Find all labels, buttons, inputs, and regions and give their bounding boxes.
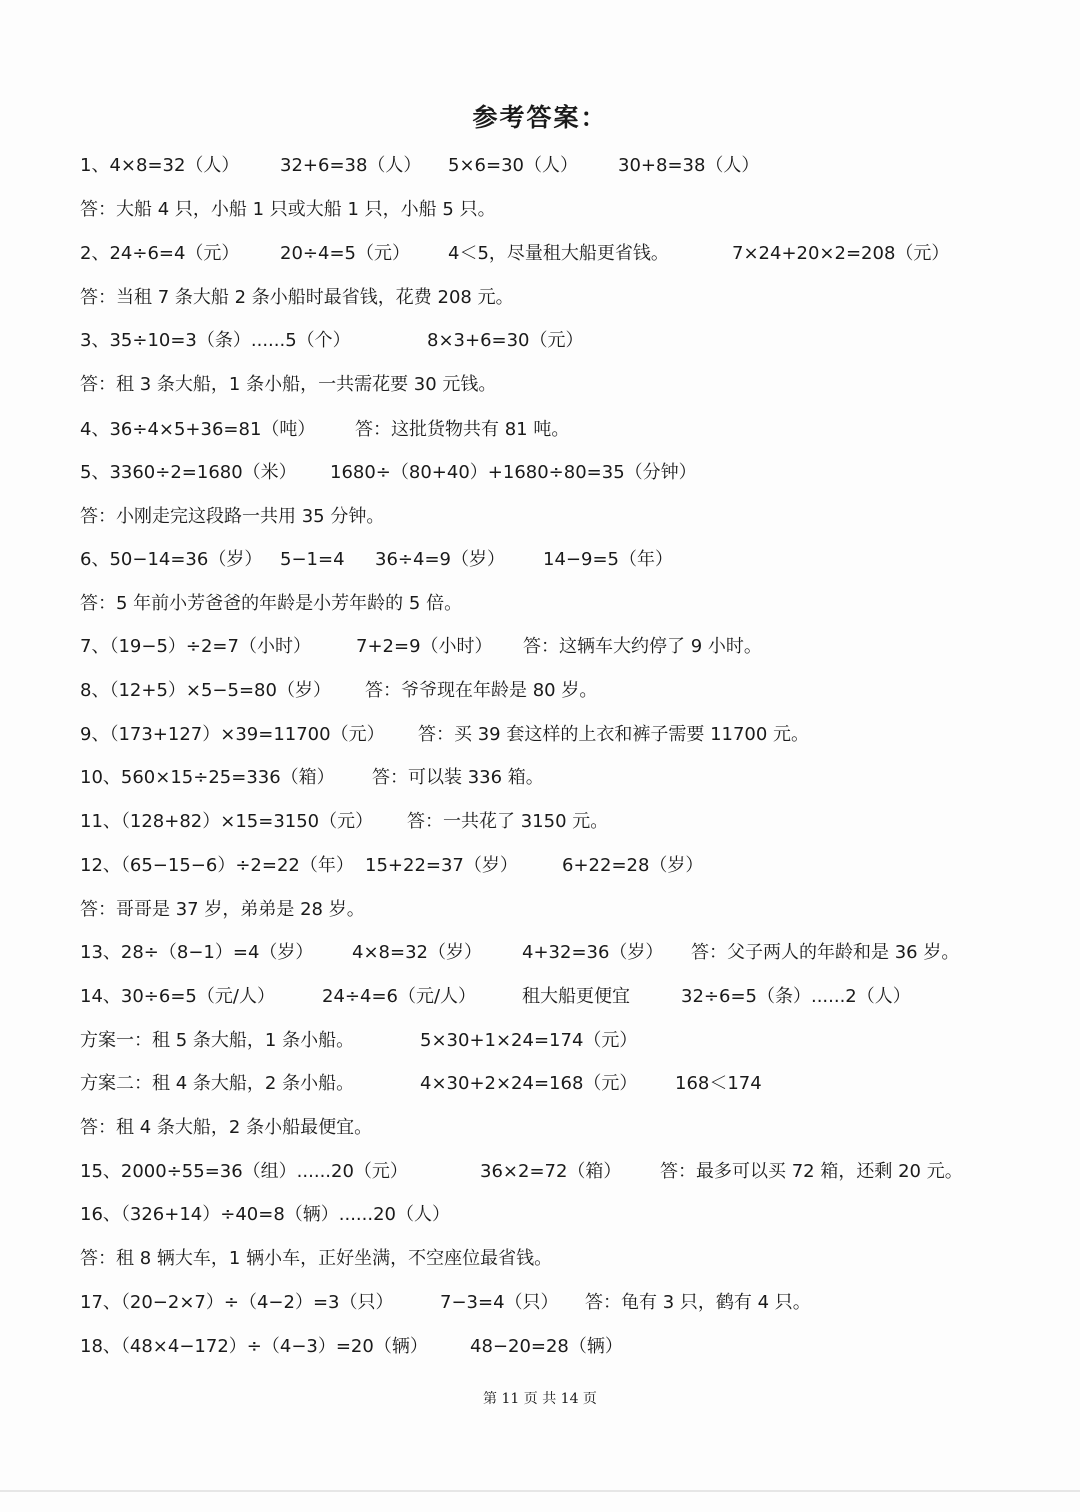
- page-footer: 第 11 页 共 14 页: [483, 1391, 597, 1407]
- answer-segment: 5×30+1×24=174（元）: [420, 1030, 638, 1051]
- answer-segment: 方案一：租 5 条大船，1 条小船。: [80, 1030, 355, 1051]
- answer-segment: 答：这批货物共有 81 吨。: [355, 419, 570, 440]
- answer-line: [80, 1331, 1040, 1363]
- answer-line: [80, 1025, 1040, 1057]
- answer-line: [80, 1199, 1040, 1231]
- answer-line: [80, 238, 1040, 270]
- answer-segment: 4×8=32（岁）: [352, 942, 482, 963]
- answer-segment: 6+22=28（岁）: [562, 855, 704, 876]
- answer-line: [80, 850, 1040, 882]
- answer-segment: 36÷4=9（岁）: [375, 549, 505, 570]
- answer-line: [80, 894, 1040, 926]
- answer-line: [80, 762, 1040, 794]
- answer-segment: 5、3360÷2=1680（米）: [80, 462, 297, 483]
- answer-segment: 7、（19−5）÷2=7（小时）: [80, 636, 311, 657]
- answer-segment: 方案二：租 4 条大船，2 条小船。: [80, 1073, 355, 1094]
- answer-segment: 答：最多可以买 72 箱，还剩 20 元。: [660, 1161, 963, 1182]
- answer-segment: 5×6=30（人）: [448, 155, 578, 176]
- answer-segment: 4×30+2×24=168（元）: [420, 1073, 638, 1094]
- answer-segment: 8、（12+5）×5−5=80（岁）: [80, 680, 331, 701]
- answer-segment: 答：当租 7 条大船 2 条小船时最省钱，花费 208 元。: [80, 287, 514, 308]
- answer-segment: 36×2=72（箱）: [480, 1161, 622, 1182]
- answer-segment: 租大船更便宜: [522, 986, 630, 1007]
- answer-segment: 3、35÷10=3（条）......5（个）: [80, 330, 351, 351]
- answer-segment: 8×3+6=30（元）: [427, 330, 584, 351]
- answer-line: [80, 282, 1040, 314]
- answer-segment: 15+22=37（岁）: [365, 855, 518, 876]
- answer-segment: 答：买 39 套这样的上衣和裤子需要 11700 元。: [418, 724, 810, 745]
- answer-line: [80, 457, 1040, 489]
- answer-segment: 24÷4=6（元/人）: [322, 986, 477, 1007]
- answer-segment: 6、50−14=36（岁）: [80, 549, 263, 570]
- answer-segment: 18、（48×4−172）÷（4−3）=20（辆）: [80, 1336, 428, 1357]
- answer-line: [80, 1287, 1040, 1319]
- answer-segment: 答：小刚走完这段路一共用 35 分钟。: [80, 506, 385, 527]
- answer-segment: 4＜5，尽量租大船更省钱。: [448, 243, 669, 264]
- answer-segment: 14、30÷6=5（元/人）: [80, 986, 275, 1007]
- answer-segment: 12、（65−15−6）÷2=22（年）: [80, 855, 354, 876]
- answer-line: [80, 1156, 1040, 1188]
- answer-segment: 答：父子两人的年龄和是 36 岁。: [691, 942, 960, 963]
- answer-segment: 答：哥哥是 37 岁，弟弟是 28 岁。: [80, 899, 365, 920]
- answer-segment: 30+8=38（人）: [618, 155, 760, 176]
- answer-segment: 答：龟有 3 只，鹤有 4 只。: [585, 1292, 811, 1313]
- answer-segment: 答：租 8 辆大车，1 辆小车，正好坐满，不空座位最省钱。: [80, 1248, 553, 1269]
- answer-segment: 10、560×15÷25=336（箱）: [80, 767, 335, 788]
- answer-line: [80, 588, 1040, 620]
- answer-line: [80, 414, 1040, 446]
- answer-segment: 答：可以装 336 箱。: [372, 767, 544, 788]
- answer-segment: 2、24÷6=4（元）: [80, 243, 240, 264]
- answer-line: [80, 937, 1040, 969]
- answer-segment: 4+32=36（岁）: [522, 942, 664, 963]
- answer-segment: 答：5 年前小芳爸爸的年龄是小芳年龄的 5 倍。: [80, 593, 463, 614]
- answer-segment: 48−20=28（辆）: [470, 1336, 623, 1357]
- answer-segment: 32÷6=5（条）......2（人）: [681, 986, 911, 1007]
- answer-line: [80, 675, 1040, 707]
- answer-line: [80, 501, 1040, 533]
- answer-segment: 168＜174: [675, 1073, 762, 1094]
- answer-segment: 答：租 3 条大船，1 条小船，一共需花要 30 元钱。: [80, 374, 497, 395]
- answer-line: [80, 369, 1040, 401]
- answer-segment: 7×24+20×2=208（元）: [732, 243, 950, 264]
- answer-line: [80, 981, 1040, 1013]
- answer-segment: 7+2=9（小时）: [356, 636, 493, 657]
- answer-line: [80, 631, 1040, 663]
- answer-line: [80, 194, 1040, 226]
- answer-segment: 答：大船 4 只，小船 1 只或大船 1 只，小船 5 只。: [80, 199, 496, 220]
- answer-line: [80, 150, 1040, 182]
- answer-segment: 14−9=5（年）: [543, 549, 673, 570]
- answer-line: [80, 1243, 1040, 1275]
- answer-line: [80, 719, 1040, 751]
- answer-segment: 1、4×8=32（人）: [80, 155, 240, 176]
- answer-line: [80, 1068, 1040, 1100]
- answer-segment: 5−1=4: [280, 549, 345, 570]
- answer-segment: 11、（128+82）×15=3150（元）: [80, 811, 374, 832]
- answer-line: [80, 1112, 1040, 1144]
- scan-edge-divider: [0, 1490, 1080, 1492]
- answer-line: [80, 325, 1040, 357]
- answer-segment: 答：一共花了 3150 元。: [407, 811, 609, 832]
- answer-segment: 答：爷爷现在年龄是 80 岁。: [365, 680, 598, 701]
- answer-segment: 13、28÷（8−1）=4（岁）: [80, 942, 314, 963]
- answer-segment: 20÷4=5（元）: [280, 243, 410, 264]
- answer-segment: 9、（173+127）×39=11700（元）: [80, 724, 385, 745]
- answer-segment: 15、2000÷55=36（组）......20（元）: [80, 1161, 408, 1182]
- answer-segment: 17、（20−2×7）÷（4−2）=3（只）: [80, 1292, 394, 1313]
- answer-segment: 16、（326+14）÷40=8（辆）......20（人）: [80, 1204, 451, 1225]
- answer-segment: 答：租 4 条大船，2 条小船最便宜。: [80, 1117, 373, 1138]
- answer-segment: 32+6=38（人）: [280, 155, 422, 176]
- answer-segment: 7−3=4（只）: [440, 1292, 559, 1313]
- answer-line: [80, 544, 1040, 576]
- page-title: 参考答案：: [472, 103, 608, 132]
- answer-line: [80, 806, 1040, 838]
- answer-segment: 4、36÷4×5+36=81（吨）: [80, 419, 316, 440]
- answer-segment: 1680÷（80+40）+1680÷80=35（分钟）: [330, 462, 697, 483]
- answer-segment: 答：这辆车大约停了 9 小时。: [523, 636, 762, 657]
